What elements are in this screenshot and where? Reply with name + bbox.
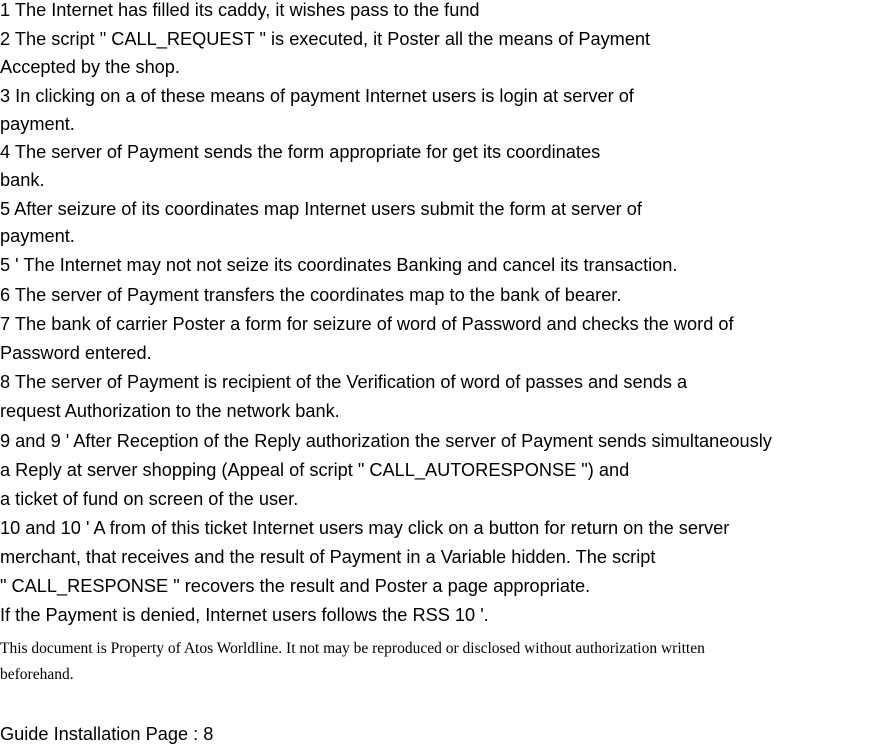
step-line: 9 and 9 ' After Reception of the Reply authorization the server of Payment sends simultaneously xyxy=(0,431,772,451)
step-line: If the Payment is denied, Internet users follows the RSS 10 '. xyxy=(0,605,489,625)
step-line: payment. xyxy=(0,114,75,134)
step-line: merchant, that receives and the result of Payment in a Variable hidden. The script xyxy=(0,547,656,567)
step-line: a ticket of fund on screen of the user. xyxy=(0,489,299,509)
step-line: Password entered. xyxy=(0,343,152,363)
step-line: 5 ' The Internet may not not seize its coordinates Banking and cancel its transaction. xyxy=(0,255,678,275)
step-line: 5 After seizure of its coordinates map Internet users submit the form at server of xyxy=(0,199,642,219)
step-line: 1 The Internet has filled its caddy, it wishes pass to the fund xyxy=(0,0,480,20)
confidentiality-notice: This document is Property of Atos Worldline. It not may be reproduced or disclosed without authorization written xyxy=(0,640,705,657)
page-footer: Guide Installation Page : 8 xyxy=(0,724,214,744)
step-line: 3 In clicking on a of these means of payment Internet users is login at server of xyxy=(0,86,634,106)
step-line: 4 The server of Payment sends the form appropriate for get its coordinates xyxy=(0,142,601,162)
step-line: request Authorization to the network bank. xyxy=(0,401,340,421)
step-line: " CALL_RESPONSE " recovers the result and Poster a page appropriate. xyxy=(0,576,591,596)
step-line: 10 and 10 ' A from of this ticket Internet users may click on a button for return on the server xyxy=(0,518,730,538)
step-line: 6 The server of Payment transfers the coordinates map to the bank of bearer. xyxy=(0,285,622,305)
confidentiality-notice-continued: beforehand. xyxy=(0,666,74,683)
step-line: bank. xyxy=(0,170,45,190)
step-line: 8 The server of Payment is recipient of the Verification of word of passes and sends a xyxy=(0,372,688,392)
step-line: 7 The bank of carrier Poster a form for seizure of word of Password and checks the word of xyxy=(0,314,734,334)
step-line: 2 The script " CALL_REQUEST " is executed, it Poster all the means of Payment xyxy=(0,29,651,49)
step-line: payment. xyxy=(0,226,75,246)
step-line: a Reply at server shopping (Appeal of script " CALL_AUTORESPONSE ") and xyxy=(0,460,630,480)
step-line: Accepted by the shop. xyxy=(0,57,180,77)
